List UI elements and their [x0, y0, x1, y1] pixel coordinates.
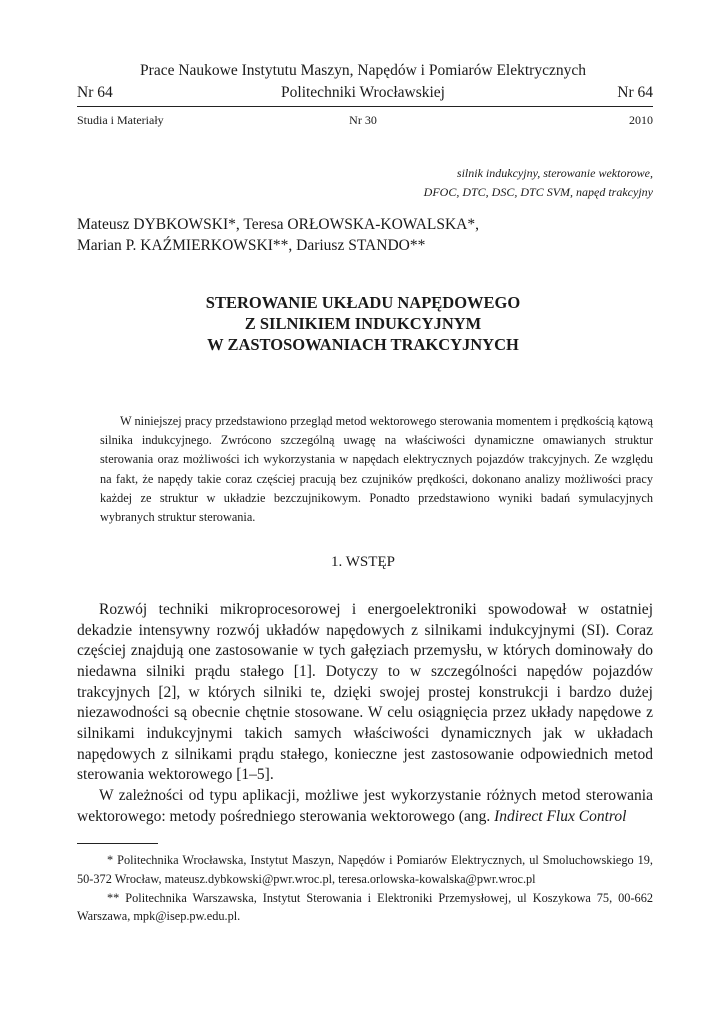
footnote-divider [77, 843, 158, 844]
title-line: STEROWANIE UKŁADU NAPĘDOWEGO [205, 293, 521, 312]
abstract-text: W niniejszej pracy przedstawiono przegląd metod wektorowego sterowania momentem i prędkością kątową silnika indukcyjnego. Zwrócono szczególną uwagę na właściwości dynamiczne omawianych struktur sterowania oraz możliwości ich wykorzystania w napędach elektrycznych pojazdów trakcyjnych. Ze względu na fakt, że napędy takie coraz częściej pracują bez czujników prędkości, dokonano analizy możliwości pracy każdej ze struktur w układzie bezczujnikowym. Ponadto przedstawiono wyniki badań symulacyjnych wybranych struktur sterowania. [100, 414, 653, 525]
publication-year: 2010 [629, 113, 653, 127]
title-line: Z SILNIKIEM INDUKCYJNYM [244, 314, 482, 333]
authors-line: Marian P. KAŹMIERKOWSKI**, Dariusz STANDO** [77, 236, 426, 254]
issue-number-right: Nr 64 [617, 84, 653, 101]
body-paragraph: Rozwój techniki mikroprocesorowej i energoelektroniki spowodował w ostatniej dekadzie intensywny rozwój układów napędowych z silnikami indukcyjnymi (SI). Coraz częściej znajdują one zastosowanie w tych gałęziach przemysłu, w których dominowały do niedawna silniki prądu stałego [1]. Dotyczy to w szczególności napędów pojazdów trakcyjnych [2], w których silniki te, dzięki swojej prostej konstrukcji i bardzo dużej niezawodności są obecnie chętnie stosowane. W celu osiągnięcia przez układy napędowe z silnikami indukcyjnymi takich samych właściwości dynamicznych jak w układach napędowych z silnikami prądu stałego, konieczne jest zastosowanie odpowiednich metod sterowania wektorowego [1–5]. [77, 601, 653, 784]
title-line: W ZASTOSOWANIACH TRAKCYJNYCH [207, 335, 519, 354]
body-paragraph [77, 786, 653, 827]
series-number: Nr 30 [349, 113, 377, 127]
section-heading: 1. WSTĘP [331, 554, 395, 570]
issue-number-left: Nr 64 [77, 84, 113, 101]
authors-line: Mateusz DYBKOWSKI*, Teresa ORŁOWSKA-KOWALSKA*, [77, 216, 480, 233]
footnote: ** Politechnika Warszawska, Instytut Sterowania i Elektroniki Przemysłowej, ul Koszykowa 75, 00-662 Warszawa, mpk@isep.pw.edu.pl. [77, 890, 653, 924]
authors [77, 215, 657, 256]
footnotes [77, 851, 653, 926]
abstract [100, 412, 653, 527]
keywords [253, 164, 653, 201]
body-text [77, 600, 653, 827]
series-name: Studia i Materiały [77, 113, 164, 127]
paper-title [0, 292, 726, 355]
journal-title: Prace Naukowe Instytutu Maszyn, Napędów i Pomiarów Elektrycznych [140, 62, 586, 79]
body-paragraph-text: W zależności od typu aplikacji, możliwe jest wykorzystanie różnych metod sterowania wektorowego: metody pośredniego sterowania wektorowego (ang. [77, 786, 653, 825]
keywords-line: silnik indukcyjny, sterowanie wektorowe, [456, 166, 653, 180]
header-divider [77, 106, 653, 107]
journal-institution: Politechniki Wrocławskiej [281, 84, 445, 101]
footnote: * Politechnika Wrocławska, Instytut Maszyn, Napędów i Pomiarów Elektrycznych, ul Smoluchowskiego 19, 50-372 Wrocław, mateusz.dybkowski@pwr.wroc.pl, teresa.orlowska-kowalska@pwr.wroc.pl [77, 853, 653, 886]
keywords-line: DFOC, DTC, DSC, DTC SVM, napęd trakcyjny [423, 184, 653, 199]
body-paragraph-italic: Indirect Flux Control [494, 807, 627, 825]
